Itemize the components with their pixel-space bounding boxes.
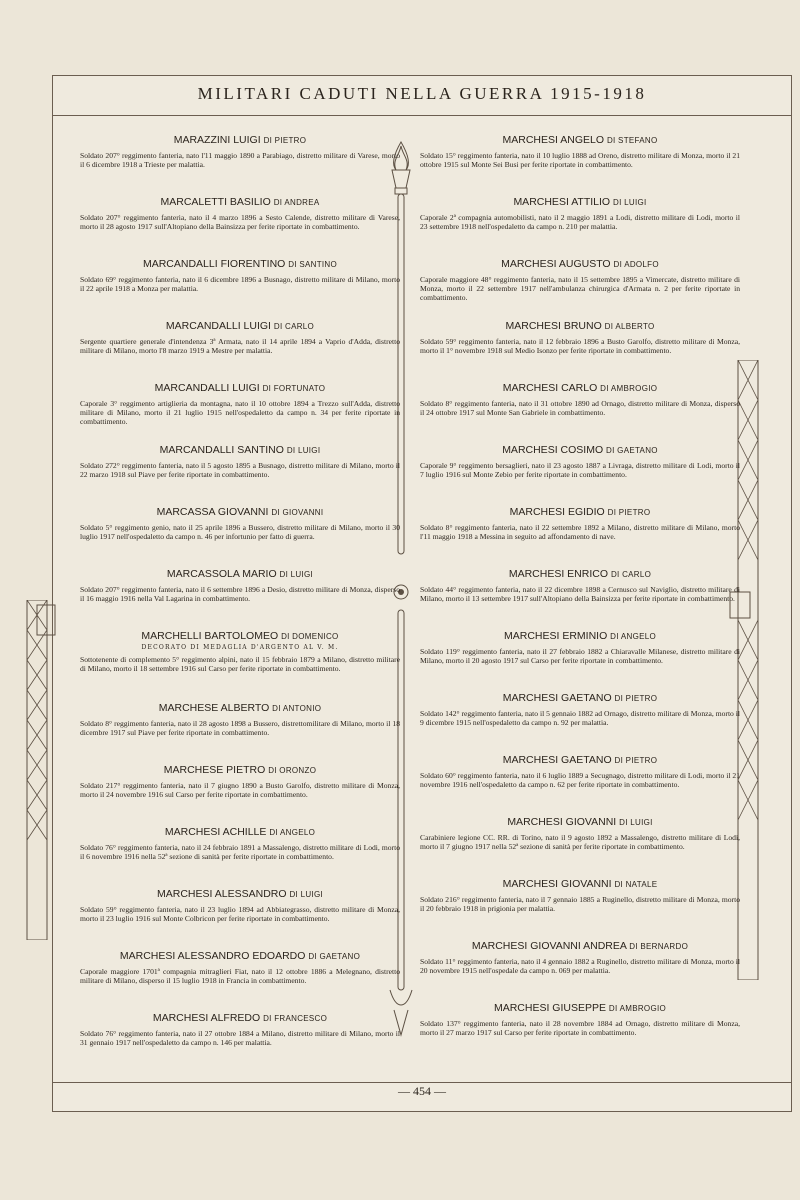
record-name: MARCANDALLI FIORENTINO DI SANTINO [142, 258, 338, 270]
record-text: Caporale 2ª compagnia automobilisti, nato il 2 maggio 1891 a Lodi, distretto militare di Lodi, morto il 23 settembre 1918 nell'ospedaletto da campo n. 210 per malattia. [420, 213, 740, 231]
record-text: Soldato 137° reggimento fanteria, nato il 28 novembre 1884 ad Ornago, distretto militare di Monza, morto il 27 marzo 1917 sul Carso per ferite riportate in combattimento. [420, 1019, 740, 1037]
record-entry [80, 817, 400, 879]
record-text: Soldato 8° reggimento fanteria, nato il 22 settembre 1892 a Milano, distretto militare di Milano, morto l'11 maggio 1918 a Messina in seguito ad affondamento di nave. [420, 523, 740, 541]
record-text: Soldato 44° reggimento fanteria, nato il 22 dicembre 1898 a Cernusco sul Naviglio, distretto militare di Milano, morto il 13 settembre 1917 sull'Altopiano della Bainsizza per ferite riportate in combattimento. [420, 585, 740, 603]
record-name: MARCHESI BRUNO DI ALBERTO [505, 320, 655, 332]
record-name: MARCHESI ALESSANDRO EDOARDO DI GAETANO [119, 950, 361, 962]
record-name: MARCANDALLI LUIGI DI CARLO [165, 320, 315, 332]
record-text: Soldato 60° reggimento fanteria, nato il 6 luglio 1889 a Secugnago, distretto militare di Lodi, morto il 21 novembre 1916 nell'ospedaletto da campo n. 62 per ferite riportate in combattimento. [420, 771, 740, 789]
record-text: Soldato 5° reggimento genio, nato il 25 aprile 1896 a Bussero, distretto militare di Milano, morto il 30 luglio 1917 nell'ospedaletto da campo n. 46 per infortunio per fatto di guerra. [80, 523, 400, 541]
record-entry [420, 559, 740, 621]
record-name: MARCHESI GIOVANNI DI NATALE [502, 878, 658, 890]
record-name: MARCASSA GIOVANNI DI GIOVANNI [156, 506, 324, 518]
record-text: Sottotenente di complemento 5° reggimento alpini, nato il 15 febbraio 1879 a Milano, distretto militare di Milano, morto il 18 settembre 1916 sul Carso per ferite riportate in combattimento. [80, 655, 400, 673]
record-name: MARCHESI CARLO DI AMBROGIO [502, 382, 658, 394]
record-entry [420, 869, 740, 931]
record-name: MARCHELLI BARTOLOMEO DI DOMENICO [141, 630, 339, 642]
record-entry [420, 807, 740, 869]
record-name: MARCHESE PIETRO DI ORONZO [163, 764, 317, 776]
record-entry [420, 683, 740, 745]
record-entry [80, 755, 400, 817]
record-name: MARAZZINI LUIGI DI PIETRO [173, 134, 307, 146]
record-entry [420, 993, 740, 1055]
record-name: MARCHESI GAETANO DI PIETRO [502, 754, 658, 766]
record-entry [80, 559, 400, 621]
record-text: Soldato 69° reggimento fanteria, nato il 6 dicembre 1896 a Busnago, distretto militare di Milano, morto il 22 aprile 1918 a Monza per malattia. [80, 275, 400, 293]
record-text: Soldato 59° reggimento fanteria, nato il 23 luglio 1894 ad Abbiategrasso, distretto militare di Monza, morto il 23 luglio 1916 sul Monte Colbricon per ferite riportate in combattimento. [80, 905, 400, 923]
record-text: Soldato 8° reggimento fanteria, nato il 28 agosto 1898 a Bussero, distrettomilitare di Milano, morto il 18 dicembre 1917 sul Piave per ferite riportate in combattimento. [80, 719, 400, 737]
record-entry [420, 187, 740, 249]
record-entry [420, 621, 740, 683]
record-text: Caporale 3° reggimento artiglieria da montagna, nato il 10 ottobre 1894 a Trezzo sull'Adda, distretto militare di Milano, morto il 21 luglio 1915 nell'ospedaletto da campo n. 34 per ferite riportate in combattimento. [80, 399, 400, 426]
record-text: Soldato 15° reggimento fanteria, nato il 10 luglio 1888 ad Oreno, distretto militare di Monza, morto il 21 ottobre 1915 sul Monte Sei Busi per ferite riportate in combattimento. [420, 151, 740, 169]
page-title: MILITARI CADUTI NELLA GUERRA 1915-1918 [197, 84, 647, 103]
record-name: MARCHESI EGIDIO DI PIETRO [509, 506, 651, 518]
record-name: MARCHESI ALESSANDRO DI LUIGI [157, 888, 323, 900]
footer-rule [52, 1082, 792, 1083]
record-name: MARCHESI ACHILLE DI ANGELO [164, 826, 316, 838]
record-text: Soldato 207° reggimento fanteria, nato il 4 marzo 1896 a Sesto Calende, distretto militare di Varese, morto il 28 agosto 1917 sull'Altopiano della Bainsizza per ferite riportate in combattimento. [80, 213, 400, 231]
record-text: Caporale 9° reggimento bersaglieri, nato il 23 agosto 1887 a Livraga, distretto militare di Lodi, morto il 7 luglio 1916 sul Monte Zebio per ferite riportate in combattimento. [420, 461, 740, 479]
record-entry [80, 373, 400, 435]
record-entry [80, 497, 400, 559]
record-text: Carabiniere legione CC. RR. di Torino, nato il 9 agosto 1892 a Massalengo, distretto militare di Lodi, morto il 7 giugno 1917 nella 52ª sezione di sanità per ferite riportate in combattimento. [420, 833, 740, 851]
record-text: Soldato 76° reggimento fanteria, nato il 27 ottobre 1884 a Milano, distretto militare di Milano, morto il 31 gennaio 1917 nell'ospedaletto da campo n. 146 per malattia. [80, 1029, 400, 1047]
record-entry [420, 435, 740, 497]
record-text: Soldato 11° reggimento fanteria, nato il 4 gennaio 1882 a Ruginello, distretto militare di Monza, morto il 20 novembre 1915 nell'ospedale da campo n. 069 per malattia. [420, 957, 740, 975]
record-text: Caporale maggiore 48° reggimento fanteria, nato il 15 settembre 1895 a Vimercate, distretto militare di Monza, morto il 22 settembre 1917 nell'ambulanza chirurgica d'Armata n. 2 per ferite riportate in combattimento. [420, 275, 740, 302]
record-entry [80, 187, 400, 249]
record-text: Soldato 216° reggimento fanteria, nato il 7 gennaio 1885 a Ruginello, distretto militare di Monza, morto il 20 febbraio 1918 in prigionia per malattia. [420, 895, 740, 913]
record-name: MARCHESI ALFREDO DI FRANCESCO [152, 1012, 328, 1024]
left-pillar-ornament-icon [12, 600, 62, 940]
record-entry [420, 125, 740, 187]
left-column [80, 125, 400, 1065]
record-name: MARCHESI ENRICO DI CARLO [508, 568, 652, 580]
record-entry [420, 311, 740, 373]
record-text: Soldato 272° reggimento fanteria, nato il 5 agosto 1895 a Busnago, distretto militare di Milano, morto il 22 marzo 1918 sul Piave per ferite riportate in combattimento. [80, 461, 400, 479]
record-entry [80, 125, 400, 187]
record-entry [80, 879, 400, 941]
record-text: Soldato 207° reggimento fanteria, nato il 6 settembre 1896 a Desio, distretto militare di Monza, disperso il 16 maggio 1916 nella Val Lagarina in combattimento. [80, 585, 400, 603]
record-name: MARCANDALLI LUIGI DI FORTUNATO [154, 382, 326, 394]
record-text: Caporale maggiore 1701ª compagnia mitraglieri Fiat, nato il 12 ottobre 1886 a Melegnano, distretto militare di Milano, disperso il 15 luglio 1918 in Francia in combattimento. [80, 967, 400, 985]
record-entry [80, 941, 400, 1003]
record-entry [420, 373, 740, 435]
record-text: Soldato 59° reggimento fanteria, nato il 12 febbraio 1896 a Busto Garolfo, distretto militare di Monza, morto il 1° novembre 1918 sul Medio Isonzo per ferite riportate in combattimento. [420, 337, 740, 355]
record-entry [420, 931, 740, 993]
record-name: MARCHESE ALBERTO DI ANTONIO [158, 702, 322, 714]
record-text: Soldato 76° reggimento fanteria, nato il 24 febbraio 1891 a Massalengo, distretto militare di Lodi, morto il 6 novembre 1916 nella 52ª sezione di sanità per ferite riportate in combattimento. [80, 843, 400, 861]
record-name: MARCHESI AUGUSTO DI ADOLFO [501, 258, 659, 270]
record-entry [80, 621, 400, 693]
record-name: MARCHESI GIOVANNI DI LUIGI [507, 816, 653, 828]
record-text: Soldato 142° reggimento fanteria, nato il 5 gennaio 1882 ad Ornago, distretto militare di Monza, morto il 9 dicembre 1915 nell'ospedaletto da campo n. 92 per malattia. [420, 709, 740, 727]
record-text: Sergente quartiere generale d'intendenza 3ª Armata, nato il 14 aprile 1894 a Vaprio d'Adda, distretto militare di Milano, morto l'8 marzo 1919 a Mestre per malattia. [80, 337, 400, 355]
record-name: MARCHESI GIUSEPPE DI AMBROGIO [493, 1002, 667, 1014]
record-text: Soldato 119° reggimento fanteria, nato il 27 febbraio 1882 a Chiaravalle Milanese, distretto militare di Milano, morto il 20 agosto 1917 sul Carso per ferite riportate in combattimento. [420, 647, 740, 665]
record-name: MARCHESI GAETANO DI PIETRO [502, 692, 658, 704]
record-name: MARCALETTI BASILIO DI ANDREA [160, 196, 320, 208]
record-entry [80, 435, 400, 497]
record-entry [420, 745, 740, 807]
right-column [420, 125, 740, 1055]
page-number: — 454 — [398, 1084, 446, 1098]
record-name: MARCASSOLA MARIO DI LUIGI [166, 568, 314, 580]
record-entry [80, 693, 400, 755]
record-name: MARCHESI ATTILIO DI LUIGI [513, 196, 647, 208]
record-text: Soldato 217° reggimento fanteria, nato il 7 giugno 1890 a Busto Garolfo, distretto militare di Monza, morto il 24 novembre 1916 sul Carso per ferite riportate in combattimento. [80, 781, 400, 799]
record-text: Soldato 207° reggimento fanteria, nato l'11 maggio 1890 a Parabiago, distretto militare di Varese, morto il 6 dicembre 1918 a Trieste per malattia. [80, 151, 400, 169]
record-name: MARCANDALLI SANTINO DI LUIGI [159, 444, 321, 456]
header-rule [52, 115, 792, 116]
record-entry [80, 1003, 400, 1065]
record-name: MARCHESI COSIMO DI GAETANO [502, 444, 658, 456]
record-name: MARCHESI ERMINIO DI ANGELO [503, 630, 656, 642]
record-entry [80, 311, 400, 373]
record-name: MARCHESI ANGELO DI STEFANO [502, 134, 658, 146]
record-entry [420, 249, 740, 311]
record-entry [80, 249, 400, 311]
record-text: Soldato 8° reggimento fanteria, nato il 31 ottobre 1890 ad Ornago, distretto militare di Monza, disperso il 24 ottobre 1917 sul Monte San Gabriele in combattimento. [420, 399, 740, 417]
decoration-note: DECORATO DI MEDAGLIA D'ARGENTO AL V. M. [141, 644, 339, 651]
record-name: MARCHESI GIOVANNI ANDREA DI BERNARDO [471, 940, 689, 952]
record-entry [420, 497, 740, 559]
